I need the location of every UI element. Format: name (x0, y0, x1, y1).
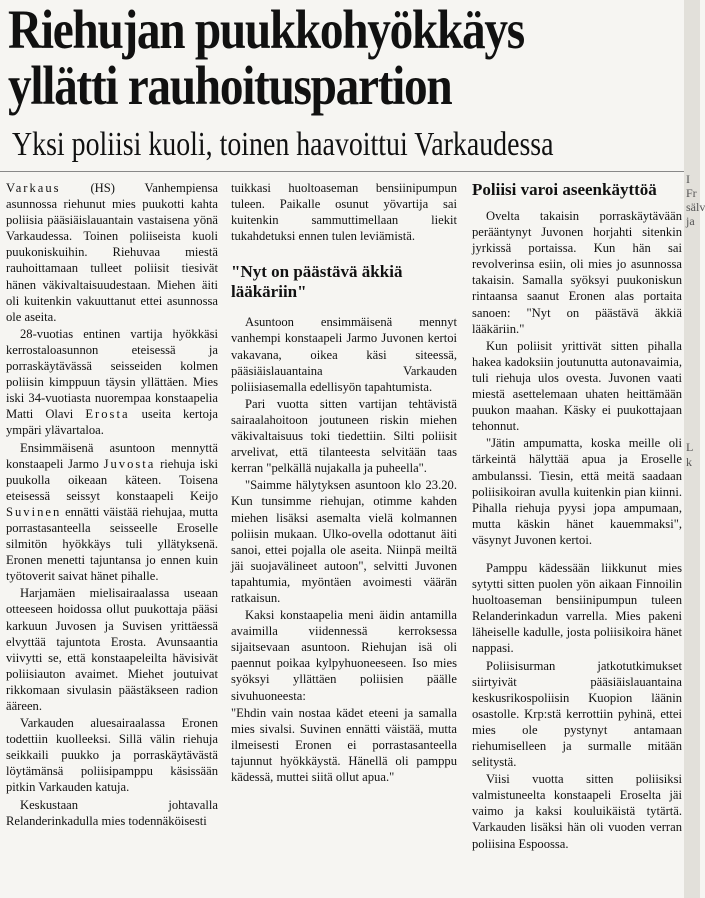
person-name: Erosta (85, 407, 130, 422)
headline-line-2: yllätti rauhoituspartion (8, 55, 452, 116)
paragraph: Keskustaan johtavalla Relanderinkadulla mies todennäköisesti (6, 797, 218, 828)
paragraph: "Saimme hälytyksen asuntoon klo 23.20. Kun tunsimme riehujan, otimme kahden miehen lisäksi asemalta vielä kolmannen poliisin mukaan. Ulko-ovella odottanut äiti sanoi, ettei pojalla ole aseita. Niinpä meiltä jäi suojavälineet autoon", selvitti Juvonen tapahtumia, myöntäen avoimesti väärän ratkaisun. (231, 478, 457, 605)
paragraph: Harjamäen mielisairaalassa useaan otteeseen hoidossa ollut puukottaja pääsi karkuun Juvosen ja Suvisen yrittäessä elvyttää tajuntota Erosta. Avunsaantia viivytti se, että konstaapeleilta hävisivät poliisiauton avaimet. Miehet joutuivat rikkomaan sivulasin päästäkseen radion ääreen. (6, 586, 218, 713)
paragraph: Kaksi konstaapelia meni äidin antamilla avaimilla viidennessä kerroksessa sijaitsevaan asuntoon. Riehujan isä oli paennut poikaa kylpyhuoneeseen. Iso mies syöksyi yllättäen poliisien päälle sivuhuoneesta: (231, 608, 457, 703)
paragraph: Ovelta takaisin porraskäytävään perääntynyt Juvonen horjahti sitenkin jyrkissä portaissa. Kun hän sai revolverinsa esiin, oli mies jo asunnossa takaisin. Samalla syöksyi puukoniskun rintaansa saanut Eronen alas portaita sanoen: "Nyt on päästävä äkkiä lääkäriin." (472, 209, 682, 336)
edge-mark: k (686, 455, 692, 469)
paragraph: Ensimmäisenä asuntoon mennyttä konstaapeli Jarmo Juvosta riehuja iski puukolla oikeaan käteen. Toisena eteisessä seissyt konstaapeli Keijo Suvinen ennätti väistää riehujaa, mutta porrastasanteella seisseelle Eroselle silmitön hyökkäys tuli yllätyksenä. Eronen menetti tajuntansa jo ennen kuin työtoverit saivat hänet pihalle. (6, 440, 218, 584)
section-heading: Poliisi varoi aseenkäyttöä (472, 180, 657, 199)
column-2 (231, 180, 457, 785)
dateline: Varkaus (6, 181, 61, 195)
person-name: Suvinen (6, 504, 62, 519)
paragraph: Varkaus (HS) Vanhempiensa asunnossa riehunut mies puukotti kahta poliisia pääsiäislauantain vastaisena yönä Varkaudessa. Toinen poliiseista kuoli puukoniskuihin. Riehuvaa miestä rauhoittamaan tulleet poliisit tiesivät hänen väkivaltaisuudestaan. Miehen äiti oli kuitenkin vakuuttanut ettei asunnossa ole aseita. (6, 181, 218, 324)
edge-mark: I (686, 172, 690, 186)
column-3 (472, 180, 682, 852)
divider (0, 171, 700, 172)
paragraph: Viisi vuotta sitten poliisiksi valmistuneelta konstaapeli Eroselta jäi vaimo ja kaksi kouluikäistä tytärtä. Varkauden lisäksi hän oli vuoden verran poliisina Espoossa. (472, 772, 682, 851)
column-1 (6, 180, 218, 829)
headline-line-1: Riehujan puukkohyökkäys (8, 0, 524, 60)
section-heading: "Nyt on päästävä äkkiä lääkäriin" (231, 262, 403, 302)
paragraph: Pamppu kädessään liikkunut mies sytytti sitten puolen yön aikaan Finnoilin huoltoaseman bensiinipumpun tuleen Relanderinkadun varrella. Mies pakeni läheiselle kadulle, josta poliisikoira hänet nappasi. (472, 560, 682, 656)
paragraph: Pari vuotta sitten vartijan tehtävistä sairaalahoitoon joutuneen riskin miehen väkivaltaisuus toki tiedettiin. Silti poliisit arvelivat, että tilanteesta selvitään taas kerran "pelkällä nujakalla ja puheella". (231, 396, 457, 476)
paragraph: 28-vuotias entinen vartija hyökkäsi kerrostaloasunnon eteisessä ja porraskäytävässä seisseiden kolmen poliisin kimppuun täysin yllättäen. Mies iski 34-vuotiasta nuorempaa konstaapelia Matti Olavi Erosta useita kertoja ympäri ylävartaloa. (6, 326, 218, 438)
paragraph: Varkauden aluesairaalassa Eronen todettiin kuolleeksi. Sillä välin riehuja seikkaili puukko ja porraskäytävästä löytämänsä poliisipamppu käsissään pitkin Varkauden katuja. (6, 716, 218, 795)
person-name: Juvosta (103, 456, 156, 471)
subheadline: Yksi poliisi kuoli, toinen haavoittui Varkaudessa (12, 126, 554, 163)
paragraph: Poliisisurman jatkotutkimukset siirtyivät pääsiäislauantaina keskusrikospoliisin Kuopion läänin osastolle. Krp:stä kerrottiin pyhinä, ettei mies ole pystynyt antamaan riehumiselleen ja surmalle mitään selitystä. (472, 658, 682, 770)
headline (8, 2, 584, 114)
quote-paragraph: "Ehdin vain nostaa kädet eteeni ja samalla mies sivalsi. Suvinen ennätti väistää, mutta ilmeisesti Eronen ei porrastasanteella tajunnut hyökkäystä. Hänellä oli pamppu kädessä, muttei siitä ollut apua." (231, 705, 457, 784)
paragraph: Asuntoon ensimmäisenä mennyt vanhempi konstaapeli Jarmo Juvonen kertoi vakavana, oikea käsi siteessä, pääsiäislauantaina Varkauden poliisiasemalla edellisyön tapahtumista. (231, 315, 457, 394)
paragraph: Kun poliisit yrittivät sitten pihalla hakea kadoksiin joutunutta autonavaimia, tuli riehuja ulos ovesta. Juvonen vaati miestä asettelemaan uhaten heittämään puukon maahan. Käsky ei puukottajaan tehonnut. (472, 338, 682, 434)
paragraph: "Jätin ampumatta, koska meille oli tärkeintä hälyttää apua ja Eroselle ambulanssi. Tiesin, että meitä saadaan poliisikoiran avulla kuitenkin pian kiinni. Pihalla riehuja pyysi jopa ampumaan, mutta käskin hänet kauemmaksi", väsynyt Juvonen kertoi. (472, 436, 682, 547)
edge-mark: ja (686, 214, 695, 228)
spacer (472, 548, 682, 560)
edge-mark: L (686, 440, 694, 454)
edge-mark: sälv (686, 200, 705, 214)
paragraph: tuikkasi huoltoaseman bensiinipumpun tuleen. Paikalle osunut yövartija sai kuitenkin sammuttimellaan liekit tukahdetuksi ennen tulen leviämistä. (231, 181, 457, 244)
edge-mark: Fr (686, 186, 697, 200)
